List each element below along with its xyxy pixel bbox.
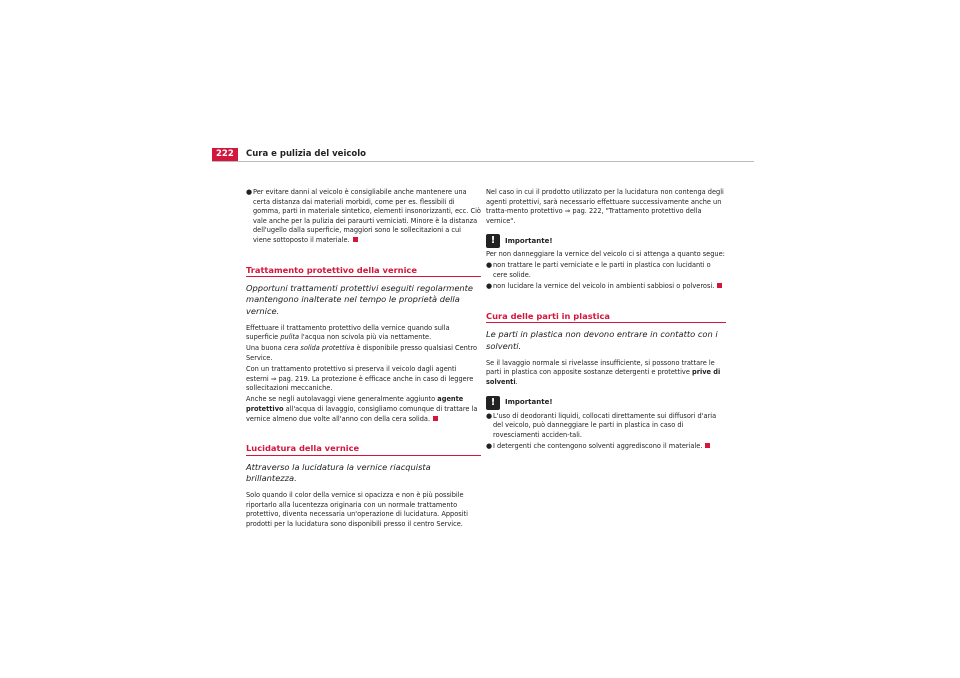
end-mark-icon (705, 443, 710, 448)
bullet-icon: ● (486, 441, 493, 450)
paragraph: Per non danneggiare la vernice del veicolo ci si attenga a quanto segue: (486, 250, 725, 259)
paragraph: Solo quando il color della vernice si opacizza e non è più possibile riportarlo alla lucentezza originaria con un normale trattamento protettivo, diventa necessaria un'operazione di lucidatura. Appositi prodotti per la lucidatura sono disponibili presso il centro Service. (246, 491, 468, 528)
list-item: ●L'uso di deodoranti liquidi, collocati direttamente sui diffusori d'aria del veicolo, può danneggiare le parti in plastica in caso di rovesciamenti acciden-tali. (486, 411, 717, 439)
section-heading: Cura delle parti in plastica (486, 312, 726, 324)
header-rule (212, 161, 754, 162)
left-column (246, 188, 481, 531)
section-plastic-care (486, 312, 726, 388)
section-paint-protection (246, 266, 481, 425)
list-item: ●non trattare le parti verniciate e le parti in plastica con lucidanti o cere solide. (486, 261, 711, 280)
end-mark-icon (433, 416, 438, 421)
list-item: ●I detergenti che contengono solventi aggrediscono il materiale. (486, 442, 726, 452)
important-notice (486, 396, 726, 410)
paragraph: Effettuare il trattamento protettivo della vernice quando sulla superficie pulita l'acqua non scivola più via nettamente. (246, 323, 450, 342)
important-title: Importante! (505, 236, 553, 245)
end-mark-icon (353, 237, 358, 242)
running-header: Cura e pulizia del veicolo (246, 149, 366, 159)
section-subtitle: Attraverso la lucidatura la vernice riacquista brillantezza. (246, 461, 431, 483)
page-number: 222 (212, 148, 238, 161)
paragraph: Con un trattamento protettivo si preserva il veicolo dagli agenti esterni ⇒ pag. 219. La protezione è efficace anche in caso di leggere sollecitazioni meccaniche. (246, 365, 474, 393)
paragraph: Nel caso in cui il prodotto utilizzato per la lucidatura non contenga degli agenti protettivi, sarà necessario effettuare successivamente anche un tratta-mento protettivo ⇒ pag. 222, "Trattamento protettivo della vernice". (486, 188, 724, 225)
important-title: Importante! (505, 397, 553, 406)
right-column (486, 188, 726, 453)
intro-bullet: ●Per evitare danni al veicolo è consigliabile anche mantenere una certa distanza dai materiali morbidi, come per es. flessibili di gomma, parti in materiale sintetico, elementi insonorizzanti, ecc. Ciò vale anche per la pulizia dei paraurti verniciati. Minore è la distanza dell'ugello dalla superficie, maggiori sono le sollecitazioni a cui viene sottoposto il materiale. (246, 188, 481, 244)
paragraph: Se il lavaggio normale si rivelasse insufficiente, si possono trattare le parti in plastica con apposite sostanze detergenti e protettive prive di solventi. (486, 358, 721, 386)
list-item: ●non lucidare la vernice del veicolo in ambienti sabbiosi o polverosi. (486, 282, 726, 292)
section-polishing (246, 444, 481, 529)
warning-icon: ! (486, 234, 500, 248)
section-subtitle: Le parti in plastica non devono entrare in contatto con i solventi. (486, 329, 718, 351)
paragraph: Anche se negli autolavaggi viene generalmente aggiunto agente protettivo all'acqua di lavaggio, consigliamo comunque di trattare la vernice almeno due volte all'anno con della cera solida. (246, 395, 478, 423)
end-mark-icon (717, 283, 722, 288)
warning-icon: ! (486, 396, 500, 410)
bullet-icon: ● (486, 411, 493, 420)
bullet-icon: ● (486, 282, 493, 291)
bullet-icon: ● (486, 261, 493, 270)
paragraph: Una buona cera solida protettiva è disponibile presso qualsiasi Centro Service. (246, 344, 478, 363)
section-heading: Trattamento protettivo della vernice (246, 266, 481, 278)
section-subtitle: Opportuni trattamenti protettivi eseguiti regolarmente mantengono inalterate nel tempo le proprietà della vernice. (246, 283, 474, 316)
important-notice (486, 234, 726, 248)
bullet-icon: ● (246, 188, 253, 196)
section-heading: Lucidatura della vernice (246, 444, 481, 456)
